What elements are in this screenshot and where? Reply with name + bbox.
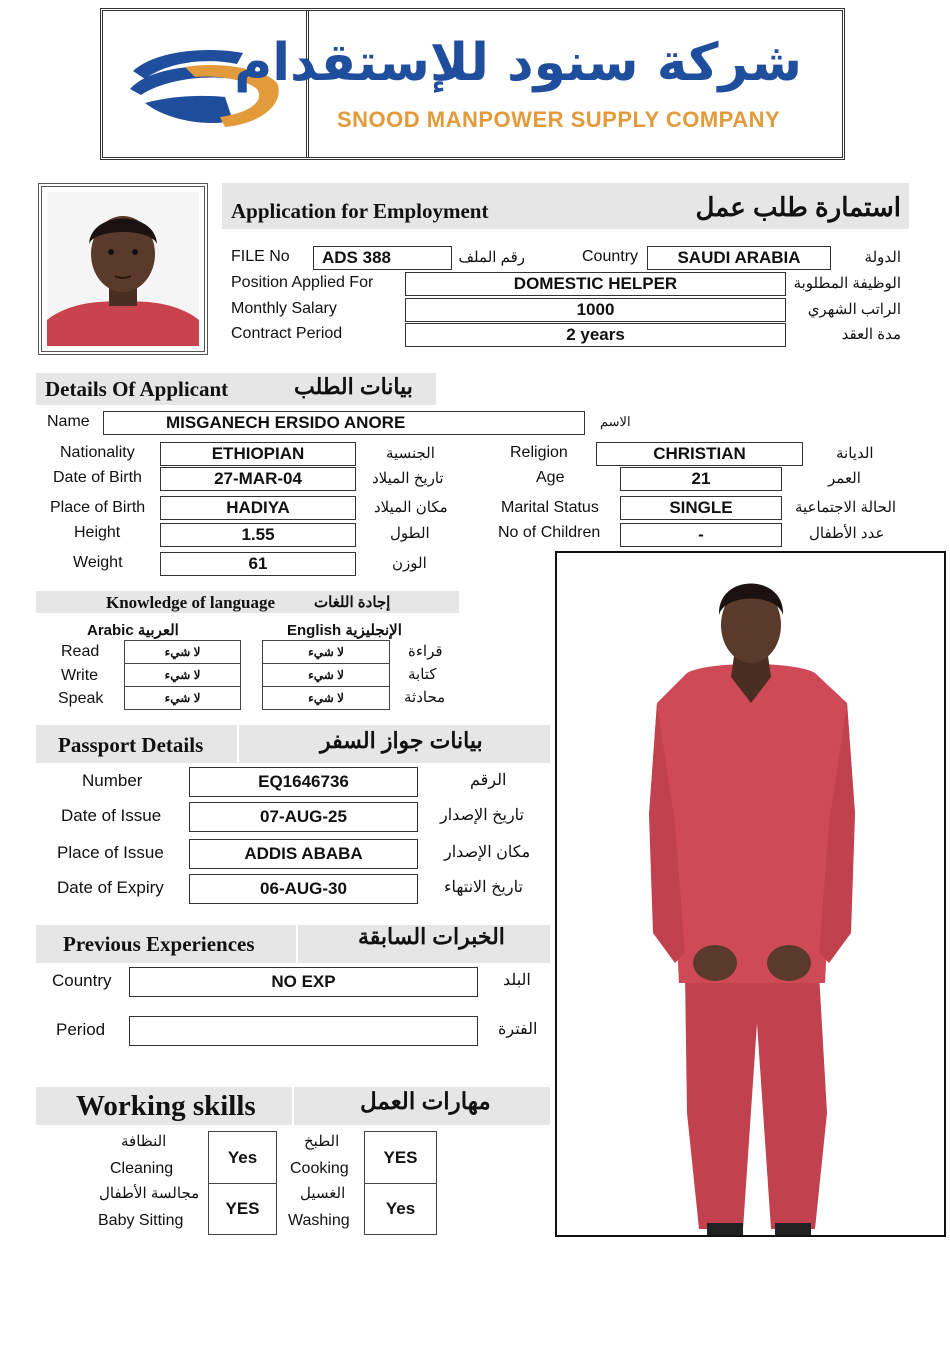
position-label-ar: الوظيفة المطلوبة [793,275,901,292]
read-label-ar: قراءة [408,643,443,660]
dob-value: 27-MAR-04 [160,467,356,491]
language-heading-en: Knowledge of language [106,593,276,612]
weight-label: Weight [73,554,123,571]
babysitting-value: YES [208,1183,277,1235]
nationality-label-ar: الجنسية [386,445,435,462]
religion-label-ar: الديانة [836,445,874,462]
passport-band-divider [237,725,239,763]
height-label-ar: الطول [390,525,430,542]
file-no-label: FILE No [231,248,290,265]
weight-value: 61 [160,552,356,576]
exp-period-label-ar: الفترة [498,1021,538,1038]
passport-number-label: Number [82,771,143,790]
speak-label: Speak [58,690,104,707]
arabic-label-en: Arabic [87,622,134,639]
religion-label: Religion [510,444,568,461]
age-label-ar: العمر [828,470,861,487]
header-frame [100,8,845,160]
cooking-label: Cooking [290,1160,349,1177]
washing-label: Washing [288,1212,350,1229]
passport-place-value: ADDIS ABABA [189,839,418,869]
passport-place-label-ar: مكان الإصدار [444,844,531,861]
english-col-label [287,621,402,639]
passport-number-label-ar: الرقم [470,772,507,789]
language-heading-ar: إجادة اللغات [314,594,391,611]
arabic-col-label [87,621,179,639]
english-read-value: لا شيء [262,640,390,664]
pob-label-ar: مكان الميلاد [374,499,448,516]
full-body-figure-icon [557,553,944,1235]
height-label: Height [74,524,121,541]
dob-label-ar: تاريخ الميلاد [372,470,444,487]
exp-country-value: NO EXP [129,967,478,997]
age-value: 21 [620,467,782,491]
english-label-en: English [287,622,342,639]
passport-expiry-label: Date of Expiry [57,878,164,897]
experience-heading-ar: الخبرات السابقة [358,924,505,949]
applicant-heading-en: Details Of Applicant [45,377,229,401]
height-value: 1.55 [160,523,356,547]
name-value: MISGANECH ERSIDO ANORE [103,411,585,435]
passport-issue-label: Date of Issue [61,806,162,825]
exp-country-label-ar: البلد [503,972,531,989]
pob-label: Place of Birth [50,499,146,516]
title-en: Application for Employment [231,199,489,223]
name-label-ar: الاسم [600,414,631,429]
nationality-value: ETHIOPIAN [160,442,356,466]
skills-heading-en: Working skills [76,1090,256,1122]
contract-value: 2 years [405,323,786,347]
file-no-value: ADS 388 [313,246,452,270]
cooking-value: YES [364,1131,437,1184]
salary-label-ar: الراتب الشهري [807,301,901,318]
contract-label-ar: مدة العقد [841,326,901,343]
english-write-value: لا شيء [262,663,390,687]
english-speak-value: لا شيء [262,686,390,710]
salary-label: Monthly Salary [231,300,337,317]
passport-number-value: EQ1646736 [189,767,418,797]
cleaning-label: Cleaning [110,1160,174,1177]
cleaning-value: Yes [208,1131,277,1184]
read-label: Read [61,643,100,660]
washing-value: Yes [364,1183,437,1235]
babysitting-label-ar: مجالسة الأطفال [99,1185,200,1202]
contract-label: Contract Period [231,325,343,342]
english-label-ar: الإنجليزية [345,622,402,639]
religion-value: CHRISTIAN [596,442,803,466]
passport-heading-en: Passport Details [58,733,204,757]
position-value: DOMESTIC HELPER [405,272,786,296]
babysitting-label: Baby Sitting [98,1212,184,1229]
position-label: Position Applied For [231,274,374,291]
passport-issue-label-ar: تاريخ الإصدار [440,807,525,824]
dob-label: Date of Birth [53,469,142,486]
weight-label-ar: الوزن [392,555,427,572]
arabic-write-value: لا شيء [124,663,241,687]
cleaning-label-ar: النظافة [121,1133,167,1150]
exp-country-label: Country [52,971,112,990]
children-value: - [620,523,782,547]
washing-label-ar: الغسيل [300,1185,346,1202]
write-label: Write [61,667,99,684]
passport-heading-ar: بيانات جواز السفر [320,728,483,753]
arabic-label-ar: العربية [137,622,179,639]
passport-place-label: Place of Issue [57,843,164,862]
exp-period-label: Period [56,1020,106,1039]
applicant-heading-ar: بيانات الطلب [294,374,413,399]
country-label-ar: الدولة [864,249,901,266]
applicant-photo-full [555,551,946,1237]
skills-band-divider [292,1087,294,1125]
name-label: Name [47,413,90,430]
passport-expiry-label-ar: تاريخ الانتهاء [444,879,523,896]
country-label: Country [582,248,639,265]
passport-issue-value: 07-AUG-25 [189,802,418,832]
children-label-ar: عدد الأطفال [809,525,885,542]
arabic-read-value: لا شيء [124,640,241,664]
marital-label: Marital Status [501,499,599,516]
country-value: SAUDI ARABIA [647,246,831,270]
marital-label-ar: الحالة الاجتماعية [795,499,897,516]
speak-label-ar: محادثة [404,689,446,706]
pob-value: HADIYA [160,496,356,520]
nationality-label: Nationality [60,444,135,461]
arabic-speak-value: لا شيء [124,686,241,710]
title-ar: استمارة طلب عمل [695,192,901,222]
experience-heading-en: Previous Experiences [63,932,255,956]
company-name-ar: شركة سنود للإستقدام [234,33,802,93]
marital-value: SINGLE [620,496,782,520]
write-label-ar: كتابة [408,666,437,683]
file-no-label-ar: رقم الملف [458,249,525,266]
experience-band-divider [296,925,298,963]
company-name-en: SNOOD MANPOWER SUPPLY COMPANY [337,107,781,132]
age-label: Age [536,469,565,486]
children-label: No of Children [498,524,601,541]
salary-value: 1000 [405,298,786,322]
passport-expiry-value: 06-AUG-30 [189,874,418,904]
exp-period-value [129,1016,478,1046]
skills-heading-ar: مهارات العمل [360,1088,491,1114]
applicant-photo-small [38,183,208,355]
portrait-icon [47,192,199,346]
cooking-label-ar: الطبخ [304,1133,340,1150]
